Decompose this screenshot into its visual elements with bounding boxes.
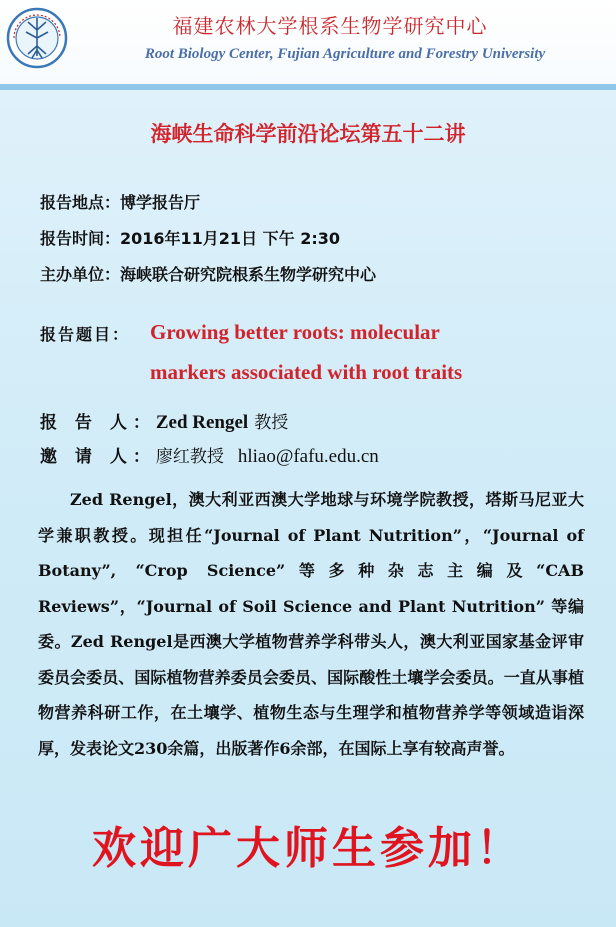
info-time: 报告时间：2016年11月21日 下午 2:30 [40,229,341,248]
speaker-biography: Zed Rengel，澳大利亚西澳大学地球与环境学院教授，塔斯马尼亚大学兼职教授。现担任“Journal of Plant Nutrition”，“Journal of Botany”, “Crop Science”等多种杂志主编及“CAB Reviews”，“Journal of Soil Science and Plant Nutrition” 等编委。Zed Rengel是西澳大学植物营养学科带头人，澳大利亚国家基金评审委员会委员、国际植物营养委员会委员、国际酸性土壤学会委员。一直从事植物营养科研工作，在土壤学、植物生态与生理学和植物营养学等领域造诣深厚，发表论文230余篇，出版著作6余部，在国际上享有较高声誉。 [38,490,584,758]
header-divider [0,84,616,90]
speaker-name: Zed Rengel [155,412,249,433]
info-host: 主办单位：海峡联合研究院根系生物学研究中心 [40,265,377,284]
topic-title-line2: markers associated with root traits [150,360,463,384]
topic-title-line1: Growing better roots: molecular [150,320,440,344]
inviter-row [40,442,379,468]
page-title: 海峡生命科学前沿论坛第五十二讲 [150,122,466,146]
inviter-label: 邀 请 人： [40,447,156,467]
org-name-en: Root Biology Center, Fujian Agriculture and Forestry University [144,46,546,62]
university-logo-icon [6,4,68,72]
info-location: 报告地点：博学报告厅 [40,193,201,212]
speaker-label: 报 告 人： [40,413,156,433]
speaker-row [40,408,288,434]
welcome-banner: 欢迎广大师生参加！ [92,823,524,874]
inviter-name: 廖红教授 [155,447,224,467]
topic-label: 报告题目： [40,325,131,344]
header-banner [0,0,616,87]
org-name-cn: 福建农林大学根系生物学研究中心 [172,14,488,38]
inviter-email: hliao@fafu.edu.cn [237,446,379,467]
speaker-title: 教授 [254,413,289,433]
